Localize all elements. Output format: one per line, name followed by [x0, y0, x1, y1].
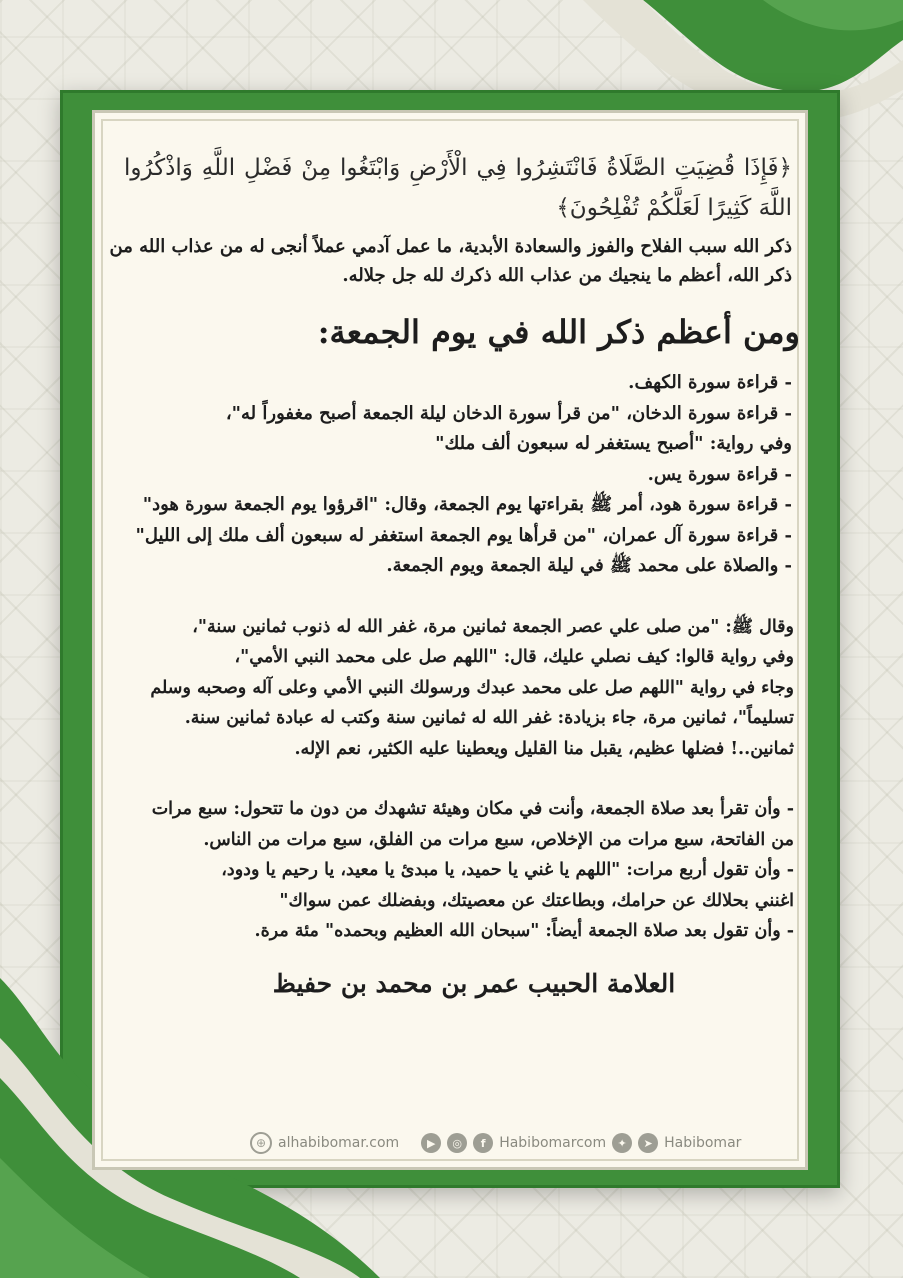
after-line: - وأن تقول أربع مرات: "اللهم يا غني يا حميد، يا مبدئ يا معيد، يا رحيم يا ودود،: [221, 860, 794, 880]
list-item: - والصلاة على محمد ﷺ في ليلة الجمعة ويوم الجمعة.: [386, 555, 792, 576]
social-handle-2[interactable]: Habibomar: [664, 1135, 742, 1151]
quran-verse: ﴿فَإِذَا قُضِيَتِ الصَّلَاةُ فَانْتَشِرُوا فِي الْأَرْضِ وَابْتَغُوا مِنْ فَضْلِ اللَّهِ وَاذْكُرُوا اللَّهَ كَثِيرًا لَعَلَّكُمْ تُفْلِحُونَ﴾: [124, 155, 792, 221]
narration-line: ثمانين..! فضلها عظيم، يقبل منا القليل ويعطينا عليه الكثير، نعم الإله.: [294, 738, 794, 759]
facebook-icon[interactable]: f: [473, 1133, 493, 1153]
twitter-icon[interactable]: ✦: [612, 1133, 632, 1153]
footer-social: [250, 1128, 770, 1158]
narration-line: تسليماً"، ثمانين مرة، جاء بزيادة: غفر الله له ثمانين سنة وكتب له عبادة ثمانين سنة.: [184, 708, 794, 728]
intro-paragraph: ذكر الله سبب الفلاح والفوز والسعادة الأبدية، ما عمل آدمي عملاً أنجى له من عذاب الله من ذكر الله، أعظم ما ينجيك من عذاب الله ذكرك لله جل جلاله.: [109, 236, 792, 286]
list-item: - قراءة سورة الكهف.: [628, 372, 792, 393]
social-handle-1[interactable]: Habibomarcom: [499, 1135, 607, 1151]
article: [102, 148, 816, 998]
website-link[interactable]: alhabibomar.com: [278, 1135, 400, 1151]
globe-icon: ⊕: [250, 1132, 272, 1154]
instagram-icon[interactable]: ◎: [447, 1133, 467, 1153]
list-item: - قراءة سورة آل عمران، "من قرأها يوم الجمعة استغفر له سبعون ألف ملك إلى الليل": [135, 524, 792, 546]
list-item: - قراءة سورة يس.: [647, 463, 792, 485]
author-name: العلامة الحبيب عمر بن محمد بن حفيظ: [272, 968, 676, 998]
list-item: - قراءة سورة هود، أمر ﷺ بقراءتها يوم الجمعة، وقال: "اقرؤوا يوم الجمعة سورة هود": [142, 494, 792, 515]
after-line: من الفاتحة، سبع مرات من الإخلاص، سبع مرات من الفلق، سبع مرات من الناس.: [203, 829, 794, 850]
list-item: - قراءة سورة الدخان، "من قرأ سورة الدخان ليلة الجمعة أصبح مغفوراً له"،: [225, 402, 792, 424]
narration-line: وقال ﷺ: "من صلى علي عصر الجمعة ثمانين مرة، غفر الله له ذنوب ثمانين سنة"،: [192, 616, 794, 637]
dhikr-list: [102, 368, 792, 582]
section-heading: ومن أعظم ذكر الله في يوم الجمعة:: [317, 313, 800, 351]
after-line: - وأن تقول بعد صلاة الجمعة أيضاً: "سبحان الله العظيم وبحمده" مئة مرة.: [254, 921, 794, 941]
youtube-icon[interactable]: ▶: [421, 1133, 441, 1153]
narration-line: وجاء في رواية "اللهم صل على محمد عبدك ورسولك النبي الأمي وعلى آله وصحبه وسلم: [150, 677, 794, 698]
telegram-icon[interactable]: ➤: [638, 1133, 658, 1153]
after-line: اغنني بحلالك عن حرامك، وبطاعتك عن معصيتك، وبفضلك عمن سواك": [279, 890, 794, 911]
after-prayer-list: [102, 794, 794, 947]
narration-line: وفي رواية قالوا: كيف نصلي عليك، قال: "اللهم صل على محمد النبي الأمي"،: [234, 647, 794, 667]
hadith-narration: [102, 612, 794, 765]
after-line: - وأن تقرأ بعد صلاة الجمعة، وأنت في مكان وهيئة تشهدك من دون ما تتحول: سبع مرات: [151, 799, 794, 819]
list-item: وفي رواية: "أصبح يستغفر له سبعون ألف ملك": [435, 433, 792, 454]
